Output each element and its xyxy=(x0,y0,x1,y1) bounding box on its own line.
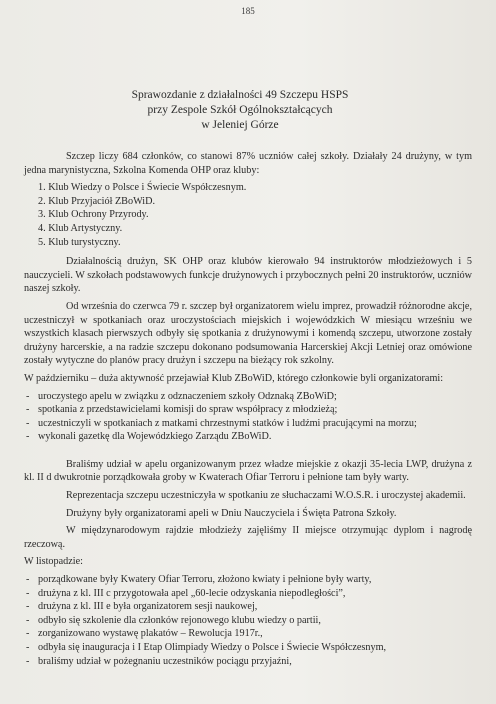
october-list xyxy=(24,390,472,444)
list-item: - drużyna z kl. III e była organizatorem sesji naukowej, xyxy=(38,600,472,614)
paragraph-lwp: Braliśmy udział w apelu organizowanym przez władze miejskie z okazji 35-lecia LWP, drużyna z kl. II d dwukrotnie porządkowała groby w Kwaterach Ofiar Terroru i pełnione tam były warty. xyxy=(24,458,472,484)
list-item: - wykonali gazetkę dla Wojewódzkiego Zarządu ZBoWiD. xyxy=(38,430,472,444)
paragraph-november: W listopadzie: xyxy=(24,556,83,568)
list-item: 1. Klub Wiedzy o Polsce i Świecie Współczesnym. xyxy=(38,182,247,194)
title-line-2: przy Zespole Szkół Ogólnokształcących xyxy=(147,104,333,116)
list-item: 4. Klub Artystyczny. xyxy=(38,222,123,234)
paragraph-activities: Od września do czerwca 79 r. szczep był organizatorem wielu imprez, prowadził różnorodne akcje, uczestniczył w spotkaniach oraz uroczystościach miejskich i wojewódzkich W miesiącu wrześniu we wszystkich klasach pierwszych odbyły się spotkania z drużynowymi i komendą szczepu, utworzone zostały drużyny harcerskie, a na radzie szczepu dokonano podsumowania Harcerskiej Akcji Letniej oraz omówione zostały wytyczne do planów pracy drużyn i szczepu na bieżący rok szkolny. xyxy=(24,300,472,367)
list-item: - uczestniczyli w spotkaniach z matkami chrzestnymi statków i ludźmi pracującymi na morzu; xyxy=(38,417,472,431)
list-item: 3. Klub Ochrony Przyrody. xyxy=(38,209,149,221)
list-item: 5. Klub turystyczny. xyxy=(38,236,121,248)
paragraph-teacher-day: Drużyny były organizatorami apeli w Dniu Nauczyciela i Święta Patrona Szkoły. xyxy=(66,507,397,519)
list-item: - uroczystego apelu w związku z odznaczeniem szkoły Odznaką ZBoWiD; xyxy=(38,390,472,404)
november-list xyxy=(24,573,472,668)
document-body xyxy=(24,150,472,674)
list-item: - braliśmy udział w pożegnaniu uczestników pociągu przyjaźni, xyxy=(38,655,472,669)
list-item: - spotkania z przedstawicielami komisji do spraw współpracy z młodzieżą; xyxy=(38,403,472,417)
paragraph-october: W październiku – duża aktywność przejawiał Klub ZBoWiD, którego członkowie byli organizatorami: xyxy=(24,372,444,384)
list-item: - odbyła się inauguracja i I Etap Olimpiady Wiedzy o Polsce i Świecie Współczesnym, xyxy=(38,641,472,655)
paragraph-wosr: Reprezentacja szczepu uczestniczyła w spotkaniu ze słuchaczami W.O.S.R. i uroczystej akademii. xyxy=(66,490,466,502)
paragraph-instructors: Działalnością drużyn, SK OHP oraz klubów kierowało 94 instruktorów młodzieżowych i 5 nauczycieli. W szkołach podstawowych funkcje drużynowych i przybocznych pełni 20 instruktorów, uczniów naszej szkoły. xyxy=(24,256,472,295)
clubs-list xyxy=(24,181,472,249)
title-line-3: w Jeleniej Górze xyxy=(201,119,279,131)
title-line-1: Sprawozdanie z działalności 49 Szczepu HSPS xyxy=(131,89,349,101)
list-item: - drużyna z kl. III c przygotowała apel „60-lecie odzyskania niepodległości”, xyxy=(38,587,472,601)
page-number: 185 xyxy=(241,6,255,16)
paragraph-rally: W międzynarodowym rajdzie młodzieży zajęliśmy II miejsce otrzymując dyplom i nagrodę rzeczową. xyxy=(24,525,472,550)
list-item: - odbyło się szkolenie dla członków rejonowego klubu wiedzy o partii, xyxy=(38,614,472,628)
list-item: - zorganizowano wystawę plakatów – Rewolucja 1917r., xyxy=(38,627,472,641)
list-item: 2. Klub Przyjaciół ZBoWiD. xyxy=(38,195,156,207)
document-title xyxy=(90,88,390,133)
paragraph-membership: Szczep liczy 684 członków, co stanowi 87% uczniów całej szkoły. Działały 24 drużyny, w tym jedna marynistyczna, Szkolna Komenda OHP oraz kluby: xyxy=(24,151,472,176)
list-item: - porządkowane były Kwatery Ofiar Terroru, złożono kwiaty i pełnione były warty, xyxy=(38,573,472,587)
